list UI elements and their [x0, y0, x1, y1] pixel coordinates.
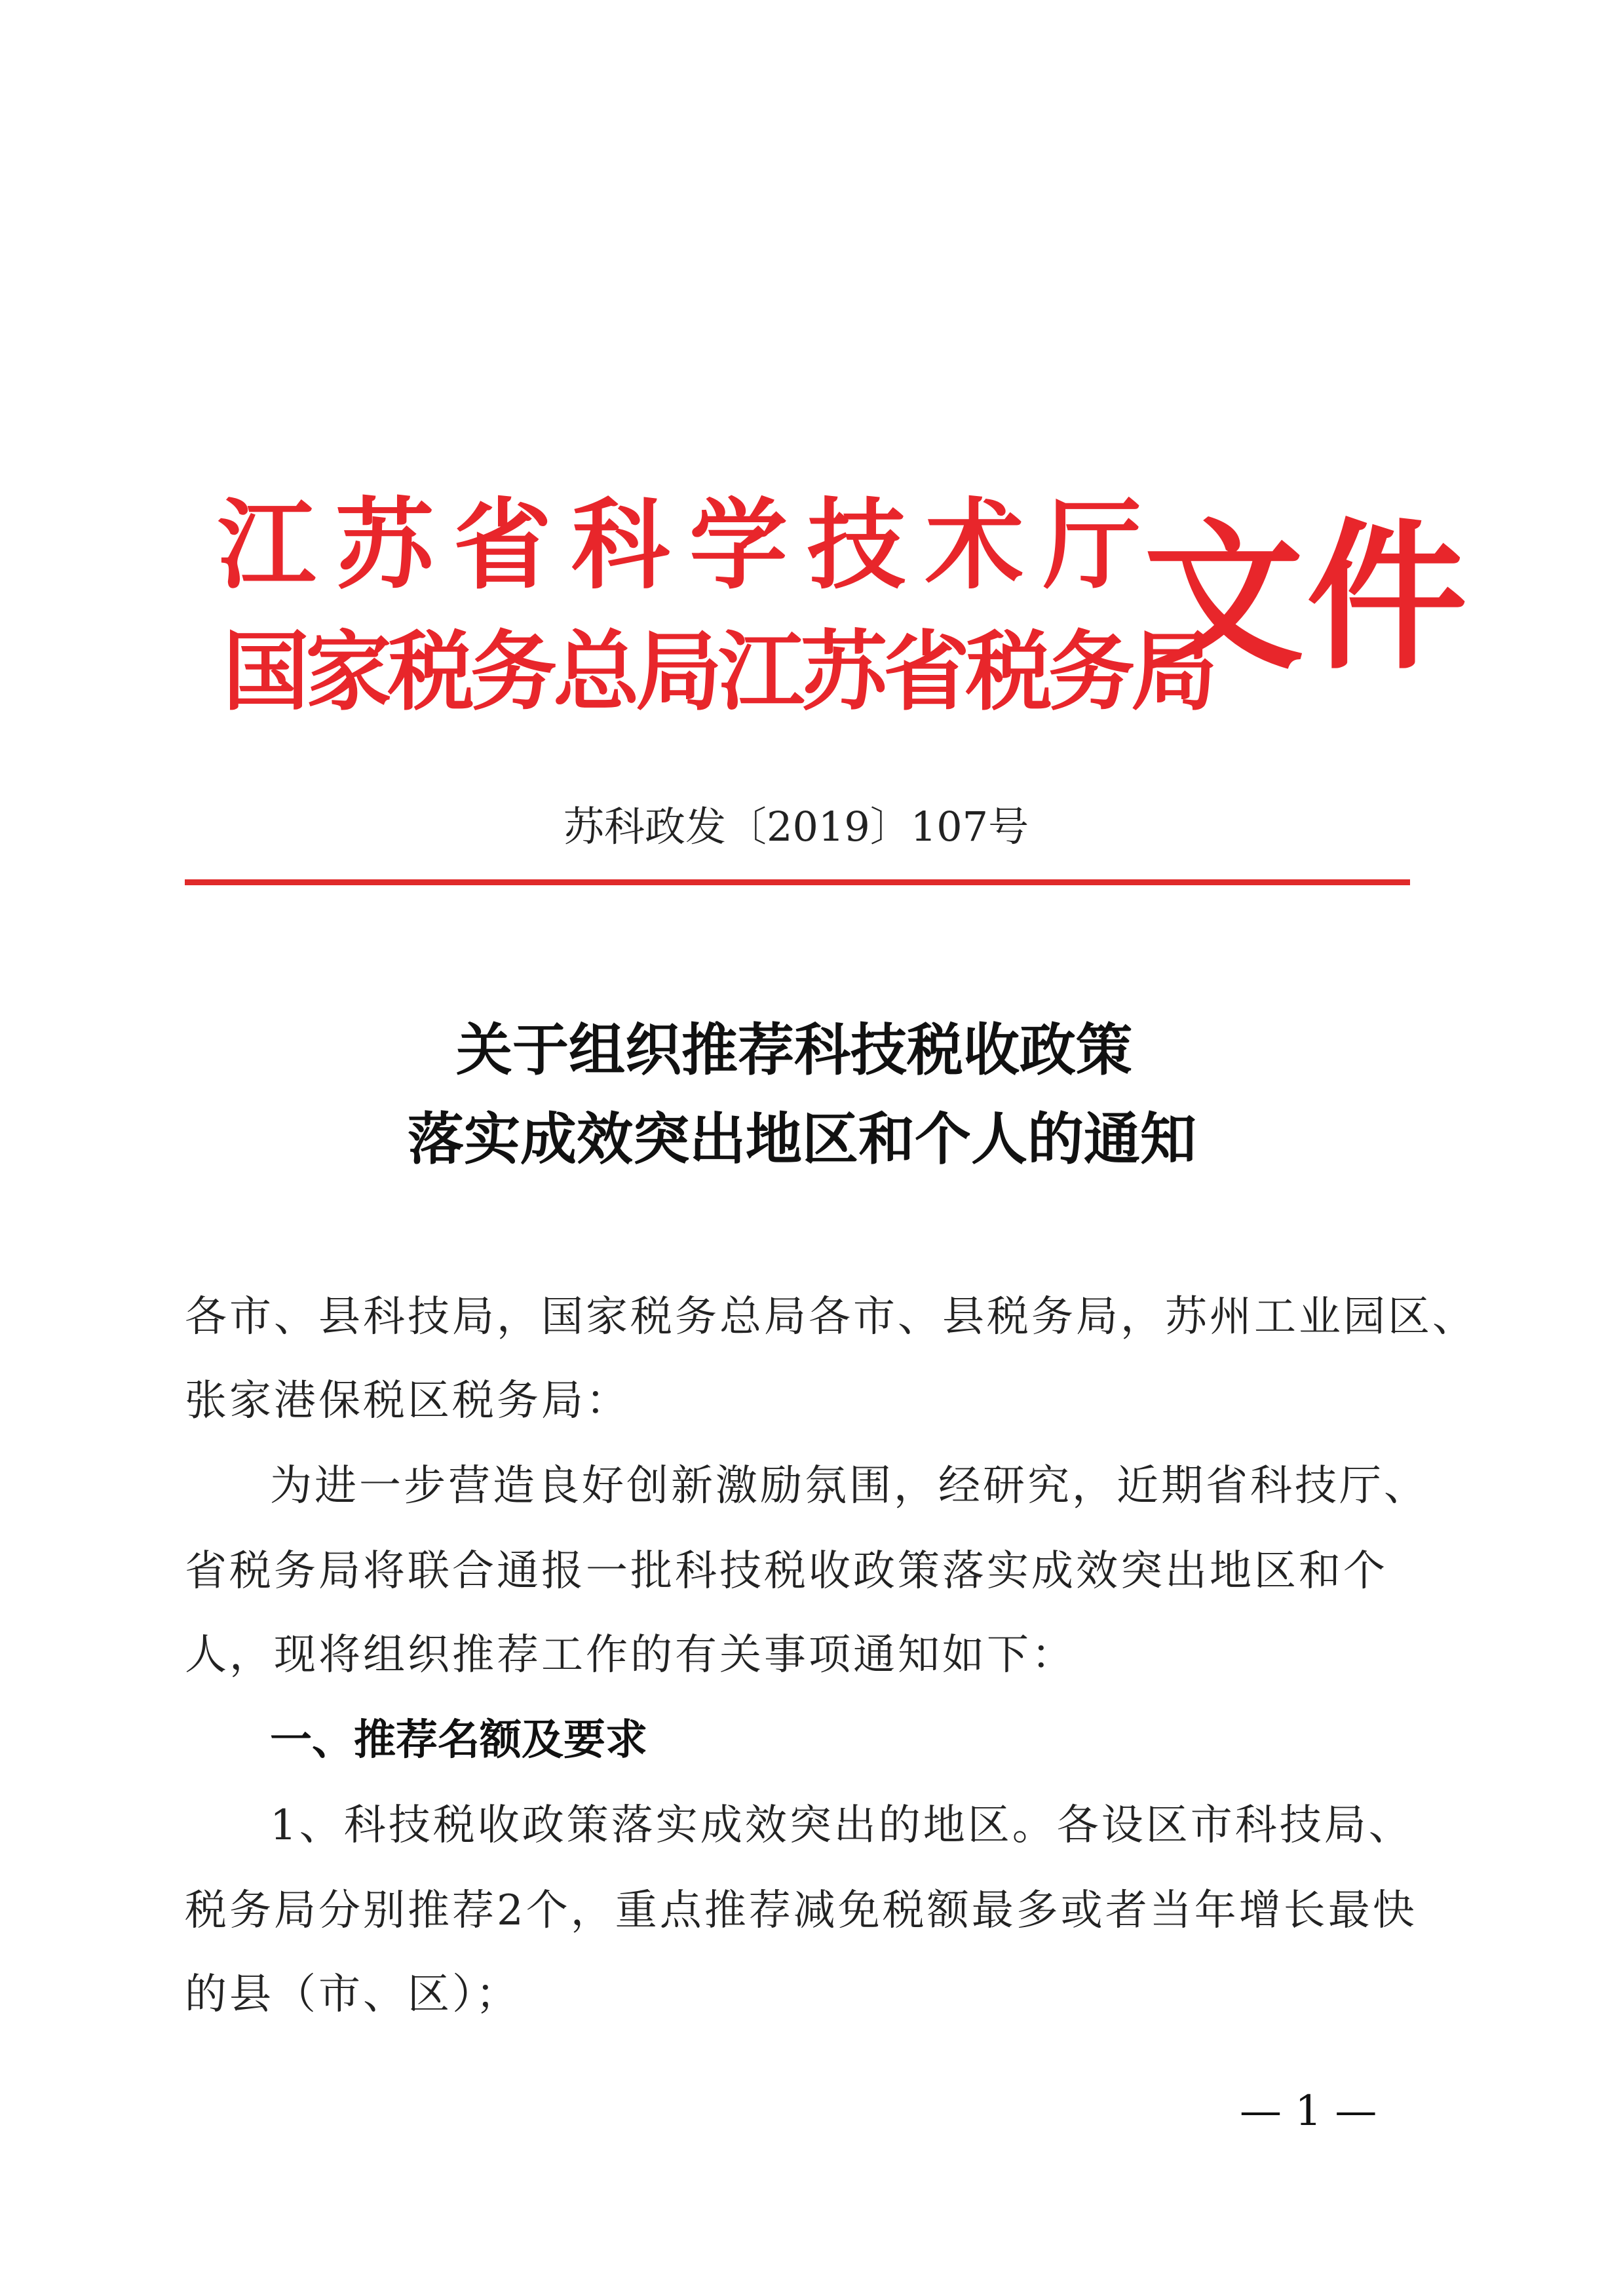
paragraph-1-line-3: 人，现将组织推荐工作的有关事项通知如下： — [185, 1631, 1076, 1679]
paragraph-1-line-1: 为进一步营造良好创新激励氛围，经研究，近期省科技厅、 — [270, 1462, 1428, 1510]
addressee-line-1: 各市、县科技局，国家税务总局各市、县税务局，苏州工业园区、 — [185, 1293, 1477, 1341]
issuer-org-line-2: 国家税务总局江苏省税务局 — [223, 622, 1213, 723]
item-1-line-3: 的县（市、区）； — [185, 1970, 520, 2019]
document-number: 苏科政发〔2019〕107号 — [563, 803, 1029, 851]
section-1-heading: 一、推荐名额及要求 — [270, 1716, 647, 1765]
page-number: — 1 — — [1240, 2087, 1377, 2135]
document-title-line-1: 关于组织推荐科技税收政策 — [456, 1017, 1132, 1083]
document-title-line-2: 落实成效突出地区和个人的通知 — [408, 1106, 1196, 1172]
document-label: 文件 — [1143, 505, 1470, 691]
addressee-line-2: 张家港保税区税务局： — [185, 1377, 630, 1425]
paragraph-1-line-2: 省税务局将联合通报一批科技税收政策落实成效突出地区和个 — [185, 1547, 1388, 1596]
red-divider-line — [185, 879, 1410, 885]
issuer-org-line-1: 江苏省科学技术厅 — [218, 489, 1162, 603]
item-1-line-2: 税务局分别推荐2个，重点推荐减免税额最多或者当年增长最快 — [185, 1886, 1417, 1935]
item-1-line-1: 1、科技税收政策落实成效突出的地区。各设区市科技局、 — [270, 1801, 1413, 1850]
